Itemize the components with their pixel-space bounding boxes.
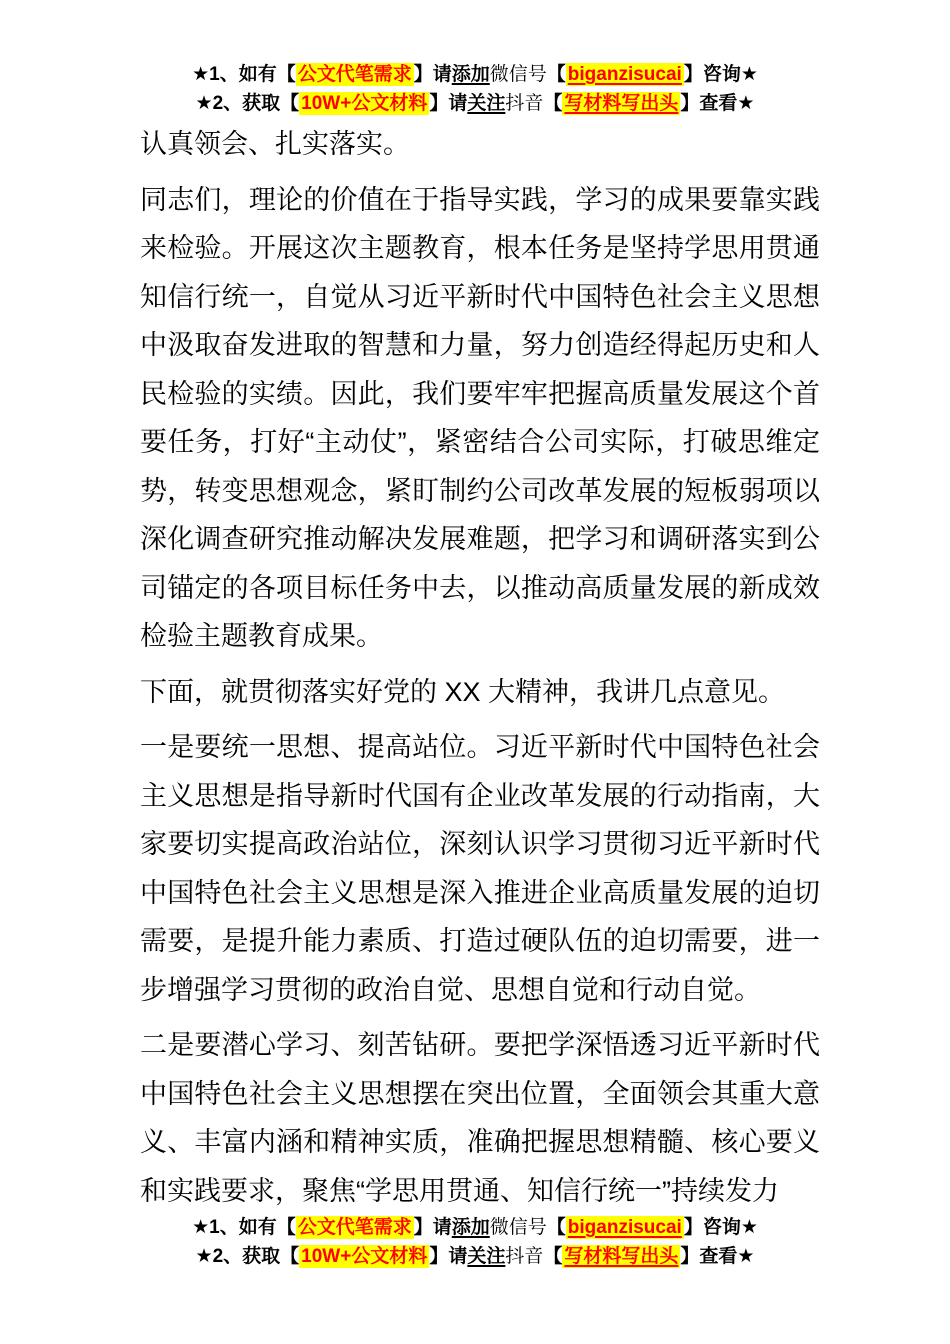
document-body [140, 120, 820, 1214]
promo-highlight-materials: 10W+公文材料 [301, 93, 428, 114]
promo-underline-add: 添加 [451, 64, 490, 85]
promo-top-line-1 [0, 60, 950, 89]
promo-bottom-line-2 [0, 1242, 950, 1271]
promo-text: 】咨询★ [683, 1217, 758, 1238]
body-paragraph-5: 二是要潜心学习、刻苦钻研。要把学深悟透习近平新时代中国特色社会主义思想摆在突出位置，全面领会其重大意义、丰富内涵和精神实质，准确把握思想精髓、核心要义和实践要求，聚焦“学思用贯通、知信行统一”持续发力 [140, 1030, 820, 1206]
promo-underline-add: 添加 [451, 1217, 490, 1238]
promo-bracket: 【 [543, 1246, 563, 1267]
promo-banner-top [0, 60, 950, 118]
promo-text: ★2、获取【 [195, 1246, 300, 1267]
promo-text: ★1、如有【 [192, 64, 296, 85]
promo-wechat-id: biganzisucai [567, 64, 682, 85]
body-paragraph-1: 认真领会、扎实落实。 [140, 129, 410, 159]
promo-text: 微信号 [489, 64, 547, 85]
promo-text: 】咨询★ [683, 64, 758, 85]
promo-underline-follow: 关注 [467, 1246, 506, 1267]
promo-bracket: 【 [543, 93, 563, 114]
promo-text: ★1、如有【 [192, 1217, 296, 1238]
promo-wechat-id: biganzisucai [567, 1217, 682, 1238]
promo-bracket: 【 [546, 64, 566, 85]
promo-text: 抖音 [505, 1246, 544, 1267]
promo-highlight-materials: 10W+公文材料 [301, 1246, 428, 1267]
promo-text: 】请 [429, 93, 468, 114]
promo-text: 】请 [413, 1217, 452, 1238]
promo-douyin-id: 写材料写出头 [564, 93, 679, 114]
promo-banner-bottom [0, 1213, 950, 1271]
promo-underline-follow: 关注 [467, 93, 506, 114]
promo-douyin-id: 写材料写出头 [564, 1246, 679, 1267]
body-paragraph-4: 一是要统一思想、提高站位。习近平新时代中国特色社会主义思想是指导新时代国有企业改革发展的行动指南，大家要切实提高政治站位，深刻认识学习贯彻习近平新时代中国特色社会主义思想是深入推进企业高质量发展的迫切需要，是提升能力素质、打造过硬队伍的迫切需要，进一步增强学习贯彻的政治自觉、思想自觉和行动自觉。 [140, 732, 820, 1005]
promo-highlight-service: 公文代笔需求 [297, 1217, 412, 1238]
promo-highlight-service: 公文代笔需求 [297, 64, 412, 85]
promo-top-line-2 [0, 89, 950, 118]
promo-text: 抖音 [505, 93, 544, 114]
promo-text: 】查看★ [680, 1246, 755, 1267]
promo-bottom-line-1 [0, 1213, 950, 1242]
promo-text: 】查看★ [680, 93, 755, 114]
promo-bracket: 【 [546, 1217, 566, 1238]
promo-text: ★2、获取【 [195, 93, 300, 114]
promo-text: 】请 [429, 1246, 468, 1267]
body-paragraph-2: 同志们，理论的价值在于指导实践，学习的成果要靠实践来检验。开展这次主题教育，根本任务是坚持学思用贯通知信行统一，自觉从习近平新时代中国特色社会主义思想中汲取奋发进取的智慧和力量，努力创造经得起历史和人民检验的实绩。因此，我们要牢牢把握高质量发展这个首要任务，打好“主动仗”，紧密结合公司实际，打破思维定势，转变思想观念，紧盯制约公司改革发展的短板弱项以深化调查研究推动解决发展难题，把学习和调研落实到公司锚定的各项目标任务中去，以推动高质量发展的新成效检验主题教育成果。 [140, 184, 820, 651]
promo-text: 微信号 [489, 1217, 547, 1238]
promo-text: 】请 [413, 64, 452, 85]
body-paragraph-3: 下面，就贯彻落实好党的 XX 大精神，我讲几点意见。 [140, 676, 786, 707]
